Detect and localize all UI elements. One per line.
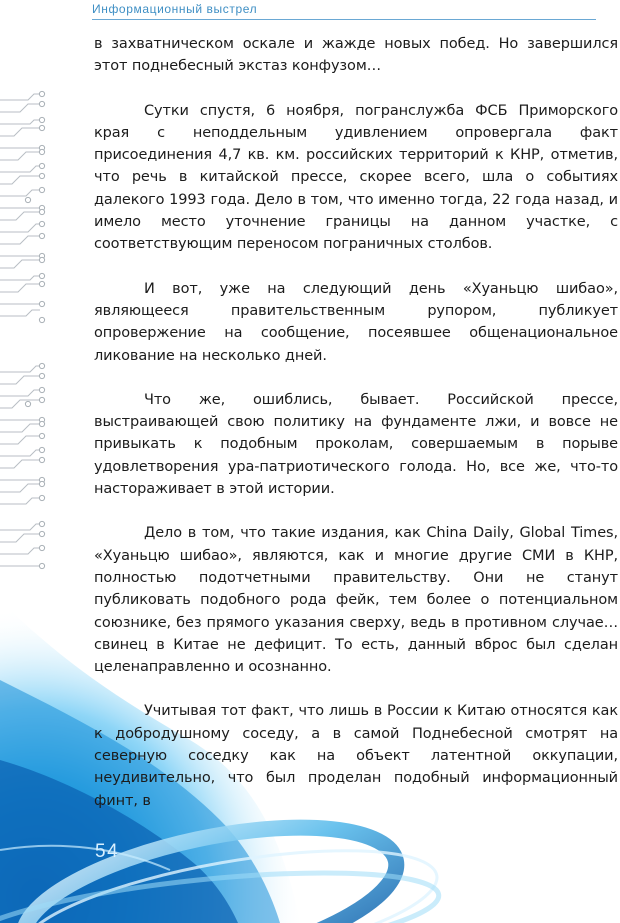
paragraph: Учитывая тот факт, что лишь в России к Китаю относятся как к добродушному соседу, а в самой Поднебесной смотрят на северную соседку как на объект латентной оккупации, неудивительно, что был проделан подобный информационный финт, в xyxy=(94,703,618,809)
paragraph: И вот, уже на следующий день «Хуаньцю шибао», являющееся правительственным рупором, публикует опровержение на сообщение, посеявшее общенациональное ликование на несколько дней. xyxy=(94,280,618,364)
paragraph: Дело в том, что такие издания, как China Daily, Global Times, «Хуаньцю шибао», являются, как и многие другие СМИ в КНР, полностью подотчетными правительству. Они не станут публиковать подобного рода фейк, тем более о потенциальном союзнике, без прямого указания сверху, ведь в противном случае… свинец в Китае не дефицит. То есть, данный вброс был сделан целенаправленно и осознанно. xyxy=(94,525,618,676)
paragraph: в захватническом оскале и жажде новых побед. Но завершился этот поднебесный экстаз конфузом… xyxy=(94,36,618,75)
page-number: 54 xyxy=(95,841,120,862)
running-header: Информационный выстрел xyxy=(92,2,596,20)
paragraph: Сутки спустя, 6 ноября, погранслужба ФСБ Приморского края с неподдельным удивлением опровергала факт присоединения 4,7 кв. км. российских территорий к КНР, отметив, что речь в китайской прессе, скорее всего, шла о событиях далекого 1993 года. Дело в том, что именно тогда, 22 года назад, и имело место уточнение границы на данном участке, с соответствующим переносом пограничных столбов. xyxy=(94,102,618,253)
body-text xyxy=(94,33,618,834)
paragraph: Что же, ошиблись, бывает. Российской прессе, выстраивающей свою политику на фундаменте лжи, и вовсе не привыкать к подобным проколам, совершаемым в порыве удовлетворения ура-патриотического голода. Но, все же, что-то настораживает в этой истории. xyxy=(94,391,618,498)
